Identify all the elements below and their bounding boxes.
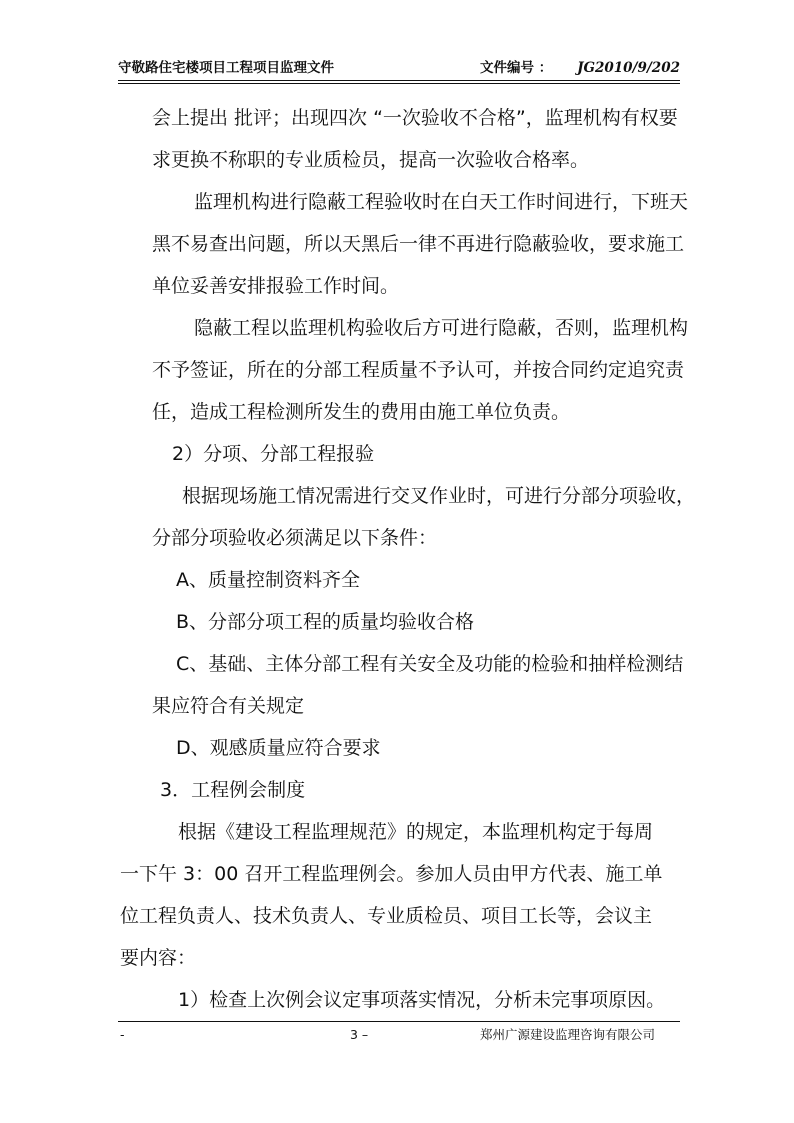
body-line: 位工程负责人、技术负责人、专业质检员、项目工长等，会议主 (120, 905, 653, 927)
body-line: 单位妥善安排报验工作时间。 (152, 275, 400, 297)
body-line: 不予签证，所在的分部工程质量不予认可，并按合同约定追究责 (152, 359, 685, 381)
body-line: 监理机构进行隐蔽工程验收时在白天工作时间进行，下班天 (194, 191, 689, 213)
body-line: 会上提出 批评；出现四次 “一次验收不合格”，监理机构有权要 (152, 107, 678, 129)
footer-page-number: 3 – (350, 1027, 369, 1042)
body-line: 根据《建设工程监理规范》的规定，本监理机构定于每周 (178, 821, 654, 843)
body-line: 根据现场施工情况需进行交叉作业时，可进行分部分项验收， (182, 485, 696, 507)
header-title: 守敬路住宅楼项目工程项目监理文件 (118, 60, 334, 76)
body-line: 黑不易查出问题，所以天黑后一律不再进行隐蔽验收，要求施工 (152, 233, 685, 255)
doc-number-label: 文件编号 ： (480, 60, 553, 76)
body-line: 果应符合有关规定 (152, 695, 305, 717)
doc-number-value: JG2010/9/202 (577, 60, 680, 76)
list-item: A、质量控制资料齐全 (176, 569, 360, 591)
body-line: 1）检查上次例会议定事项落实情况，分析未完事项原因。 (178, 989, 666, 1011)
body-line: 分部分项验收必须满足以下条件： (152, 527, 438, 549)
body-line: 一下午 3：00 召开工程监理例会。参加人员由甲方代表、施工单 (120, 863, 663, 885)
list-item: D、观感质量应符合要求 (176, 737, 381, 759)
footer-left-mark: - (120, 1027, 125, 1042)
body-line: 要内容： (120, 947, 197, 969)
section-heading: 3．工程例会制度 (160, 779, 306, 801)
body-line: 2）分项、分部工程报验 (172, 443, 375, 465)
page-header (118, 58, 680, 78)
body-line: 隐蔽工程以监理机构验收后方可进行隐蔽，否则，监理机构 (194, 317, 689, 339)
list-item: B、分部分项工程的质量均验收合格 (176, 611, 475, 633)
header-rule-thick (118, 80, 680, 81)
footer-company: 郑州广源建设监理咨询有限公司 (480, 1027, 656, 1042)
list-item: C、基础、主体分部工程有关安全及功能的检验和抽样检测结 (176, 653, 684, 675)
body-line: 求更换不称职的专业质检员，提高一次验收合格率。 (152, 149, 590, 171)
footer-rule (118, 1021, 680, 1022)
header-rule-thin (118, 83, 680, 84)
body-line: 任，造成工程检测所发生的费用由施工单位负责。 (152, 401, 571, 423)
